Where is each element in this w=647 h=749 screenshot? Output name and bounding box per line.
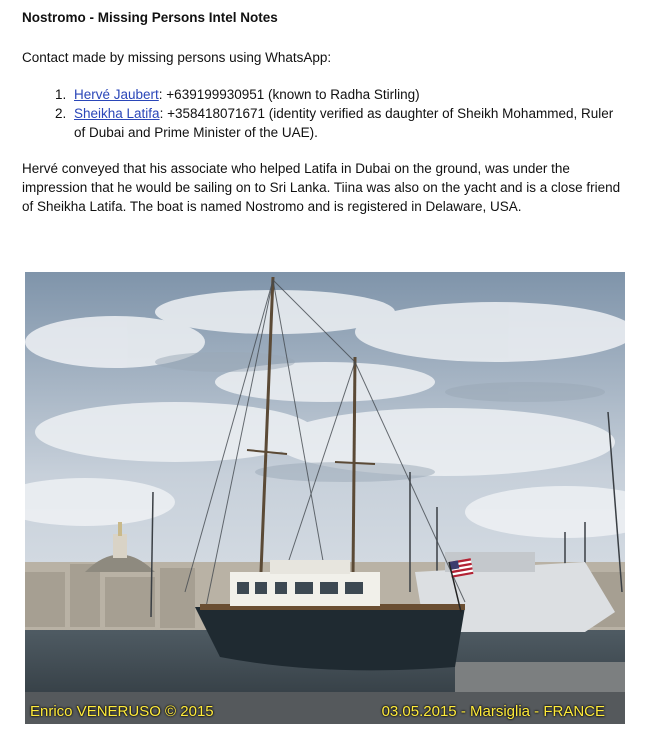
photo-caption-credit: Enrico VENERUSO © 2015 bbox=[30, 703, 214, 720]
list-item bbox=[70, 104, 622, 142]
contact-detail: : +639199930951 (known to Radha Stirling) bbox=[158, 87, 420, 102]
contact-detail: : +358418071671 (identity verified as daughter of Sheikh Mohammed, Ruler of Dubai and Prime Minister of the UAE). bbox=[74, 106, 614, 140]
list-item bbox=[70, 85, 622, 104]
contact-link-herve[interactable]: Hervé Jaubert bbox=[74, 87, 159, 102]
contact-link-latifa[interactable]: Sheikha Latifa bbox=[74, 106, 160, 121]
photo-caption-date-location: 03.05.2015 - Marsiglia - FRANCE bbox=[381, 703, 605, 720]
yacht-photo-illustration bbox=[25, 272, 625, 724]
yacht-photo bbox=[25, 272, 625, 724]
contact-list bbox=[22, 85, 622, 142]
intro-paragraph: Contact made by missing persons using WhatsApp: bbox=[22, 50, 332, 65]
document bbox=[22, 10, 622, 216]
document-title: Nostromo - Missing Persons Intel Notes bbox=[22, 10, 278, 25]
body-paragraph: Hervé conveyed that his associate who helped Latifa in Dubai on the ground, was under the impression that he would be sailing on to Sri Lanka. Tiina was also on the yacht and is a close friend of Sheikha Latifa. The boat is named Nostromo and is registered in Delaware, USA. bbox=[22, 161, 621, 214]
